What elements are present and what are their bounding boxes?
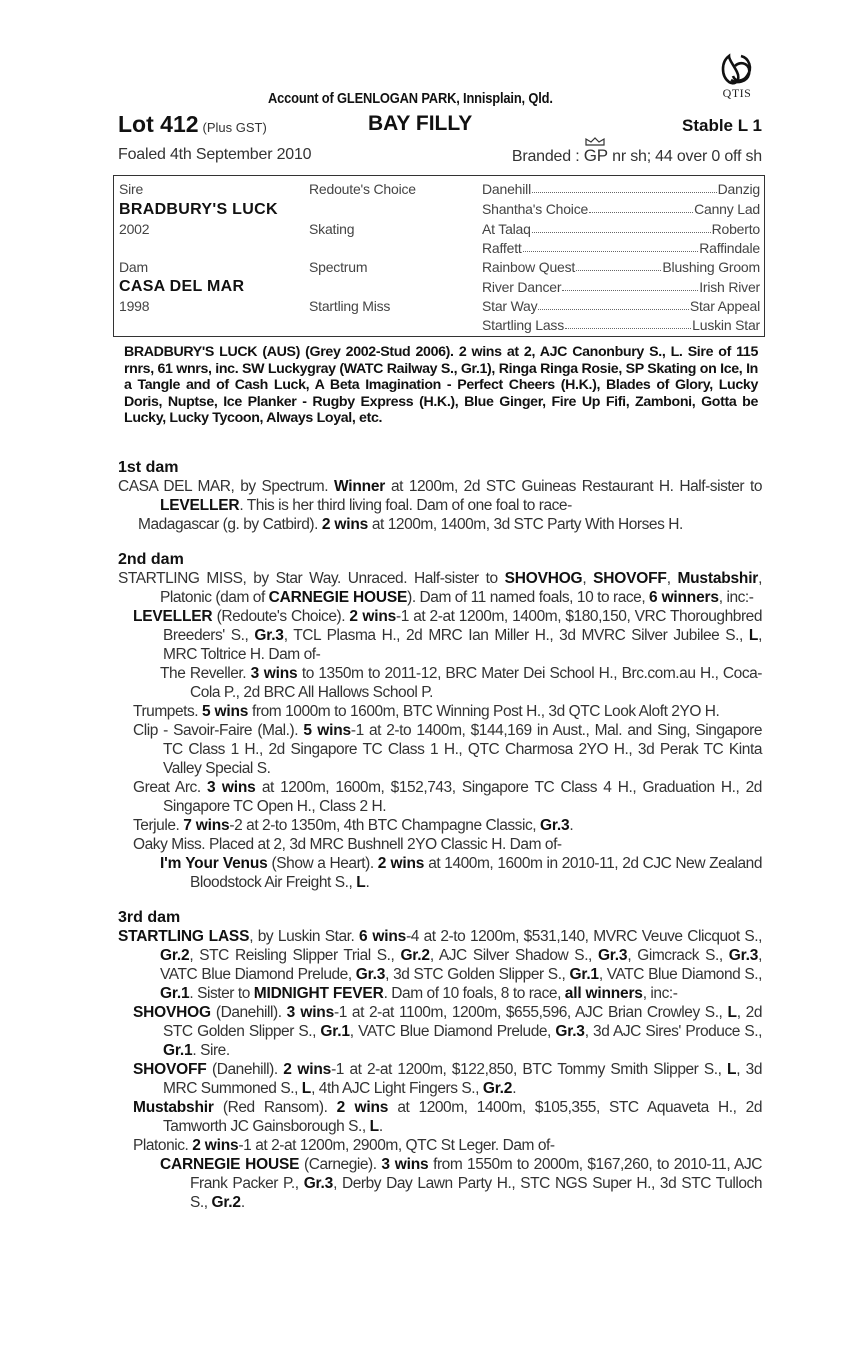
entry-text: from 1000m to 1600m, BTC Winning Post H., 3d QTC Look Aloft 2YO H. bbox=[248, 703, 720, 720]
pedigree-entry bbox=[118, 1098, 762, 1136]
entry-text: Great Arc. bbox=[133, 779, 207, 796]
entry-text: -1 at 2-to 1400m, $144,169 in Aust., Mal. and Sing, Singapore TC Class 1 H., 2d Singapore TC Class 1 H., QTC Charmosa 2YO H., 3d Perak TC Kinta Valley Special S. bbox=[163, 722, 763, 777]
entry-text: , VATC Blue Diamond Prelude, bbox=[160, 947, 763, 983]
entry-text: (Danehill). bbox=[206, 1061, 284, 1078]
pedigree-entry bbox=[118, 1136, 762, 1155]
highlight-text: 2 wins bbox=[377, 855, 425, 872]
stable-location: Stable L 1 bbox=[682, 116, 762, 135]
dotted-leader bbox=[565, 317, 691, 329]
pedigree-ancestor-row bbox=[482, 221, 760, 237]
highlight-text: Gr.1 bbox=[163, 1042, 193, 1059]
entry-text: , 2d STC Golden Slipper S., bbox=[163, 1004, 762, 1040]
dam-label: Dam bbox=[119, 259, 148, 275]
pedigree-table bbox=[113, 175, 765, 337]
entry-text: (Show a Heart). bbox=[267, 855, 378, 872]
section-heading: 1st dam bbox=[118, 459, 179, 476]
highlight-text: 6 winners bbox=[649, 589, 719, 606]
entry-text: , by Luskin Star. bbox=[249, 928, 360, 945]
entry-text: , bbox=[666, 570, 678, 587]
highlight-text: L bbox=[727, 1061, 737, 1078]
ancestor-name: Shantha's Choice bbox=[482, 201, 589, 217]
highlight-text: 5 wins bbox=[303, 722, 351, 739]
highlight-text: 3 wins bbox=[206, 779, 256, 796]
pedigree-entry bbox=[118, 854, 762, 892]
ancestor-name: Star Way bbox=[482, 298, 538, 314]
pedigree-entry bbox=[118, 778, 762, 816]
pedigree-entry bbox=[118, 664, 762, 702]
qtis-logo bbox=[712, 52, 762, 101]
highlight-text: SHOVHOG bbox=[504, 570, 583, 587]
entry-text: -1 at 2-at 1200m, 1400m, $180,150, VRC Thoroughbred Breeders' S., bbox=[163, 608, 762, 644]
dam-year: 1998 bbox=[119, 298, 150, 314]
entry-text: (Danehill). bbox=[210, 1004, 287, 1021]
entry-text: at 1200m, 2d STC Guineas Restaurant H. Half-sister to bbox=[385, 478, 762, 495]
lot-number bbox=[118, 111, 267, 138]
highlight-text: 5 wins bbox=[202, 703, 249, 720]
horse-title: BAY FILLY bbox=[368, 112, 473, 135]
section-heading: 2nd dam bbox=[118, 551, 184, 568]
entry-text: -1 at 2-at 1200m, 2900m, QTC St Leger. Dam of- bbox=[238, 1137, 555, 1154]
entry-text: , 3d AJC Sires' Produce S., bbox=[584, 1023, 762, 1040]
dam-sire: Spectrum bbox=[309, 259, 368, 275]
highlight-text: 2 wins bbox=[321, 516, 369, 533]
highlight-text: Winner bbox=[333, 478, 386, 495]
entry-text: -1 at 2-at 1100m, 1200m, $655,596, AJC Brian Crowley S., bbox=[334, 1004, 728, 1021]
sire-dam: Skating bbox=[309, 221, 355, 237]
highlight-text: Gr.1 bbox=[320, 1023, 350, 1040]
highlight-text: Gr.3 bbox=[254, 627, 284, 644]
highlight-text: Gr.3 bbox=[555, 1023, 585, 1040]
entry-text: , TCL Plasma H., 2d MRC Ian Miller H., 3d MVRC Silver Jubilee S., bbox=[283, 627, 749, 644]
pedigree-entry bbox=[118, 1060, 762, 1098]
pedigree-entry bbox=[118, 1003, 762, 1060]
highlight-text: L bbox=[356, 874, 366, 891]
pedigree-ancestor-row bbox=[482, 201, 760, 217]
ancestor-sire: Star Appeal bbox=[689, 298, 760, 314]
dotted-leader bbox=[562, 279, 698, 291]
highlight-text: 6 wins bbox=[359, 928, 407, 945]
entry-text: . bbox=[240, 1194, 245, 1211]
highlight-text: MIDNIGHT FEVER bbox=[253, 985, 384, 1002]
pedigree-entry bbox=[118, 477, 762, 515]
highlight-text: 2 wins bbox=[283, 1061, 332, 1078]
entry-text: at 1200m, 1400m, 3d STC Party With Horses H. bbox=[368, 516, 683, 533]
entry-text: Clip - Savoir-Faire (Mal.). bbox=[133, 722, 304, 739]
entry-text: , Derby Day Lawn Party H., STC NGS Super H., 3d STC Tulloch S., bbox=[190, 1175, 762, 1211]
dam-name: CASA DEL MAR bbox=[119, 278, 245, 295]
entry-text: . Sister to bbox=[189, 985, 254, 1002]
entry-text: . bbox=[378, 1118, 383, 1135]
entry-text: (Carnegie). bbox=[299, 1156, 382, 1173]
dotted-leader bbox=[523, 240, 699, 252]
dam-section bbox=[118, 908, 762, 1212]
entry-text: , Gimcrack S., bbox=[627, 947, 729, 964]
entry-text: , inc:- bbox=[642, 985, 678, 1002]
highlight-text: Gr.1 bbox=[569, 966, 599, 983]
highlight-text: L bbox=[369, 1118, 379, 1135]
branding bbox=[512, 146, 762, 166]
brand-mark bbox=[584, 146, 608, 166]
pedigree-ancestor-row bbox=[482, 298, 760, 314]
entry-text: . This is her third living foal. Dam of one foal to race- bbox=[239, 497, 572, 514]
highlight-text: Gr.2 bbox=[482, 1080, 513, 1097]
logo-text: QTIS bbox=[722, 86, 752, 100]
family-details bbox=[118, 458, 762, 1228]
section-heading: 3rd dam bbox=[118, 909, 181, 926]
highlight-text: Gr.3 bbox=[355, 966, 386, 983]
highlight-text: Gr.2 bbox=[400, 947, 430, 964]
highlight-text: 3 wins bbox=[381, 1156, 429, 1173]
ancestor-name: Raffett bbox=[482, 240, 522, 256]
highlight-text: Gr.2 bbox=[160, 947, 190, 964]
gst-note: (Plus GST) bbox=[202, 120, 267, 135]
entry-text: , bbox=[582, 570, 594, 587]
foaled-date: Foaled 4th September 2010 bbox=[118, 146, 312, 163]
pedigree-entry bbox=[118, 835, 762, 854]
entry-text: The Reveller. bbox=[160, 665, 251, 682]
ancestor-name: At Talaq bbox=[482, 221, 531, 237]
dotted-leader bbox=[532, 181, 717, 193]
brand-letters: GP bbox=[583, 146, 608, 165]
entry-text: , 3d STC Golden Slipper S., bbox=[385, 966, 570, 983]
entry-text: , 4th AJC Light Fingers S., bbox=[311, 1080, 483, 1097]
dotted-leader bbox=[532, 221, 711, 233]
branded-details: nr sh; 44 over 0 off sh bbox=[612, 148, 762, 165]
entry-text: Terjule. bbox=[133, 817, 184, 834]
qtis-emblem-icon bbox=[719, 52, 755, 86]
lot-label: Lot 412 bbox=[118, 111, 199, 137]
dam-dam: Startling Miss bbox=[309, 298, 391, 314]
entry-text: to 1350m to 2011-12, BRC Mater Dei School H., Brc.com.au H., Coca-Cola P., 2d BRC All Hallows School P. bbox=[190, 665, 763, 701]
entry-text: from 1550m to 2000m, $167,260, to 2010-11, AJC Frank Packer P., bbox=[190, 1156, 762, 1192]
highlight-text: SHOVOFF bbox=[133, 1061, 207, 1078]
pedigree-ancestor-row bbox=[482, 240, 760, 256]
highlight-text: CARNEGIE HOUSE bbox=[268, 589, 408, 606]
dam-section bbox=[118, 458, 762, 534]
highlight-text: Gr.1 bbox=[160, 985, 190, 1002]
highlight-text: 3 wins bbox=[286, 1004, 334, 1021]
highlight-text: LEVELLER bbox=[133, 608, 213, 625]
highlight-text: STARTLING LASS bbox=[118, 928, 250, 945]
entry-text: STARTLING MISS, by Star Way. Unraced. Half-sister to bbox=[118, 570, 505, 587]
ancestor-sire: Luskin Star bbox=[692, 317, 760, 333]
entry-text: , inc:- bbox=[718, 589, 754, 606]
pedigree-entry bbox=[118, 721, 762, 778]
entry-text: -2 at 2-to 1350m, 4th BTC Champagne Classic, bbox=[229, 817, 540, 834]
entry-text: at 1200m, 1400m, $105,355, STC Aquaveta H., 2d Tamworth JC Gainsborough S., bbox=[163, 1099, 763, 1135]
entry-text: , STC Reisling Slipper Trial S., bbox=[189, 947, 401, 964]
entry-text: , MRC Toltrice H. Dam of- bbox=[163, 627, 762, 663]
highlight-text: L bbox=[727, 1004, 737, 1021]
dotted-leader bbox=[538, 298, 688, 310]
sire-year: 2002 bbox=[119, 221, 150, 237]
dotted-leader bbox=[576, 259, 661, 271]
dotted-leader bbox=[589, 201, 693, 213]
entry-text: Madagascar (g. by Catbird). bbox=[138, 516, 322, 533]
highlight-text: SHOVHOG bbox=[133, 1004, 211, 1021]
entry-text: CASA DEL MAR, by Spectrum. bbox=[118, 478, 334, 495]
pedigree-entry bbox=[118, 515, 762, 534]
highlight-text: all winners bbox=[564, 985, 643, 1002]
highlight-text: LEVELLER bbox=[160, 497, 240, 514]
sire-summary: BRADBURY'S LUCK (AUS) (Grey 2002-Stud 2006). 2 wins at 2, AJC Canonbury S., L. Sire of 115 rnrs, 61 wnrs, inc. SW Luckygray (WATC Railway S., Gr.1), Ringa Ringa Rosie, SP Skating on Ice, In a Tangle and of Cash Luck, A Beta Imagination - Perfect Cheers (H.K.), Blades of Glory, Lucky Doris, Nuptse, Ice Planker - Rugby Express (H.K.), Blue Ginger, Fire Up Fifi, Zamboni, Gotta be Lucky, Lucky Tycoon, Always Loyal, etc. bbox=[124, 344, 758, 426]
entry-text: , AJC Silver Shadow S., bbox=[429, 947, 598, 964]
highlight-text: 3 wins bbox=[250, 665, 298, 682]
highlight-text: Gr.2 bbox=[211, 1194, 241, 1211]
entry-text: -4 at 2-to 1200m, $531,140, MVRC Veuve Clicquot S., bbox=[406, 928, 762, 945]
highlight-text: I'm Your Venus bbox=[160, 855, 268, 872]
highlight-text: Mustabshir bbox=[133, 1099, 214, 1116]
entry-text: Oaky Miss. Placed at 2, 3d MRC Bushnell 2YO Classic H. Dam of- bbox=[133, 836, 562, 853]
entry-text: . Sire. bbox=[192, 1042, 230, 1059]
entry-text: . bbox=[569, 817, 574, 834]
entry-text: -1 at 2-at 1200m, $122,850, BTC Tommy Smith Slipper S., bbox=[331, 1061, 728, 1078]
ancestor-sire: Raffindale bbox=[699, 240, 760, 256]
pedigree-ancestor-row bbox=[482, 181, 760, 197]
entry-text: (Red Ransom). bbox=[213, 1099, 337, 1116]
ancestor-sire: Danzig bbox=[717, 181, 760, 197]
ancestor-name: River Dancer bbox=[482, 279, 562, 295]
entry-text: at 1400m, 1600m in 2010-11, 2d CJC New Zealand Bloodstock Air Freight S., bbox=[190, 855, 762, 891]
pedigree-ancestor-row bbox=[482, 279, 760, 295]
highlight-text: L bbox=[748, 627, 759, 644]
lot-line bbox=[118, 111, 762, 139]
pedigree-entry bbox=[118, 816, 762, 835]
highlight-text: 2 wins bbox=[192, 1137, 239, 1154]
branded-label: Branded : bbox=[511, 148, 580, 165]
highlight-text: 7 wins bbox=[183, 817, 230, 834]
ancestor-sire: Canny Lad bbox=[694, 201, 760, 217]
entry-text: , VATC Blue Diamond Prelude, bbox=[349, 1023, 556, 1040]
highlight-text: L bbox=[301, 1080, 312, 1097]
pedigree-ancestor-row bbox=[482, 317, 760, 333]
entry-text: at 1200m, 1600m, $152,743, Singapore TC Class 4 H., Graduation H., 2d Singapore TC Open H., Class 2 H. bbox=[163, 779, 762, 815]
ancestor-sire: Irish River bbox=[699, 279, 760, 295]
ancestor-sire: Blushing Groom bbox=[662, 259, 760, 275]
entry-text: , VATC Blue Diamond S., bbox=[598, 966, 762, 983]
pedigree-entry bbox=[118, 569, 762, 607]
highlight-text: Mustabshir bbox=[677, 570, 759, 587]
entry-text: (Redoute's Choice). bbox=[212, 608, 350, 625]
highlight-text: Gr.3 bbox=[597, 947, 628, 964]
entry-text: Platonic. bbox=[133, 1137, 193, 1154]
brand-crown-icon bbox=[584, 137, 606, 146]
entry-text: ). Dam of 11 named foals, 10 to race, bbox=[407, 589, 650, 606]
sire-sire: Redoute's Choice bbox=[309, 181, 416, 197]
highlight-text: Gr.3 bbox=[728, 947, 759, 964]
sire-label: Sire bbox=[119, 181, 144, 197]
highlight-text: 2 wins bbox=[336, 1099, 389, 1116]
entry-text: , 3d MRC Summoned S., bbox=[163, 1061, 763, 1097]
highlight-text: 2 wins bbox=[349, 608, 397, 625]
ancestor-name: Danehill bbox=[482, 181, 531, 197]
pedigree-ancestor-row bbox=[482, 259, 760, 275]
highlight-text: Gr.3 bbox=[540, 817, 570, 834]
pedigree-entry bbox=[118, 927, 762, 1003]
highlight-text: SHOVOFF bbox=[593, 570, 667, 587]
entry-text: , Platonic (dam of bbox=[160, 570, 762, 606]
dam-section bbox=[118, 550, 762, 892]
entry-text: Trumpets. bbox=[133, 703, 202, 720]
ancestor-name: Startling Lass bbox=[482, 317, 565, 333]
entry-text: . bbox=[512, 1080, 517, 1097]
vendor-account: Account of GLENLOGAN PARK, Innisplain, Qld. bbox=[268, 90, 553, 107]
sire-name: BRADBURY'S LUCK bbox=[119, 201, 278, 218]
highlight-text: Gr.3 bbox=[303, 1175, 334, 1192]
ancestor-name: Rainbow Quest bbox=[482, 259, 576, 275]
pedigree-entry bbox=[118, 1155, 762, 1212]
pedigree-entry bbox=[118, 702, 762, 721]
highlight-text: CARNEGIE HOUSE bbox=[160, 1156, 300, 1173]
entry-text: . bbox=[365, 874, 370, 891]
ancestor-sire: Roberto bbox=[711, 221, 760, 237]
entry-text: . Dam of 10 foals, 8 to race, bbox=[383, 985, 565, 1002]
pedigree-entry bbox=[118, 607, 762, 664]
